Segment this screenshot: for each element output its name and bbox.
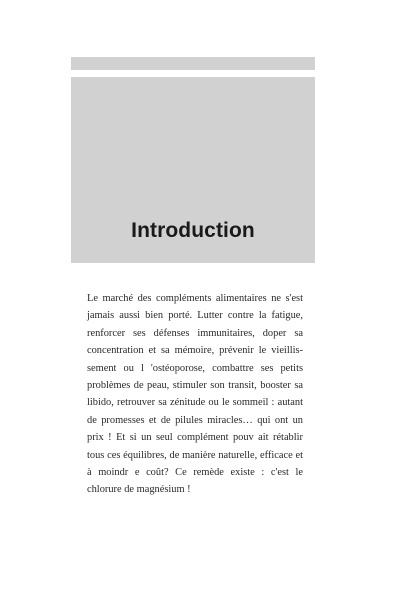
intro-paragraph: Le marché des compléments alimentaires ne s'est jamais aussi bien porté. Lutter contre la fatigue, renforcer ses défenses immunitaires, doper sa concentration et sa mémoire, prévenir le vieillissement ou l 'ostéoporose, combattre ses petits problèmes de peau, stimuler son transit, booster sa libido, retrouver sa zénitude ou le sommeil : autant de promesses et de pilules miracles… qui ont un prix ! Et si un seul complément pouv ait rétablir tous ces équilibres, de manière naturelle, efficace et à moindr e coût? Ce remède existe : c'est le chlorure de magnésium ! [87, 293, 303, 496]
header-band [71, 57, 315, 70]
chapter-heading-block [71, 77, 315, 263]
chapter-title: Introduction [131, 219, 255, 242]
